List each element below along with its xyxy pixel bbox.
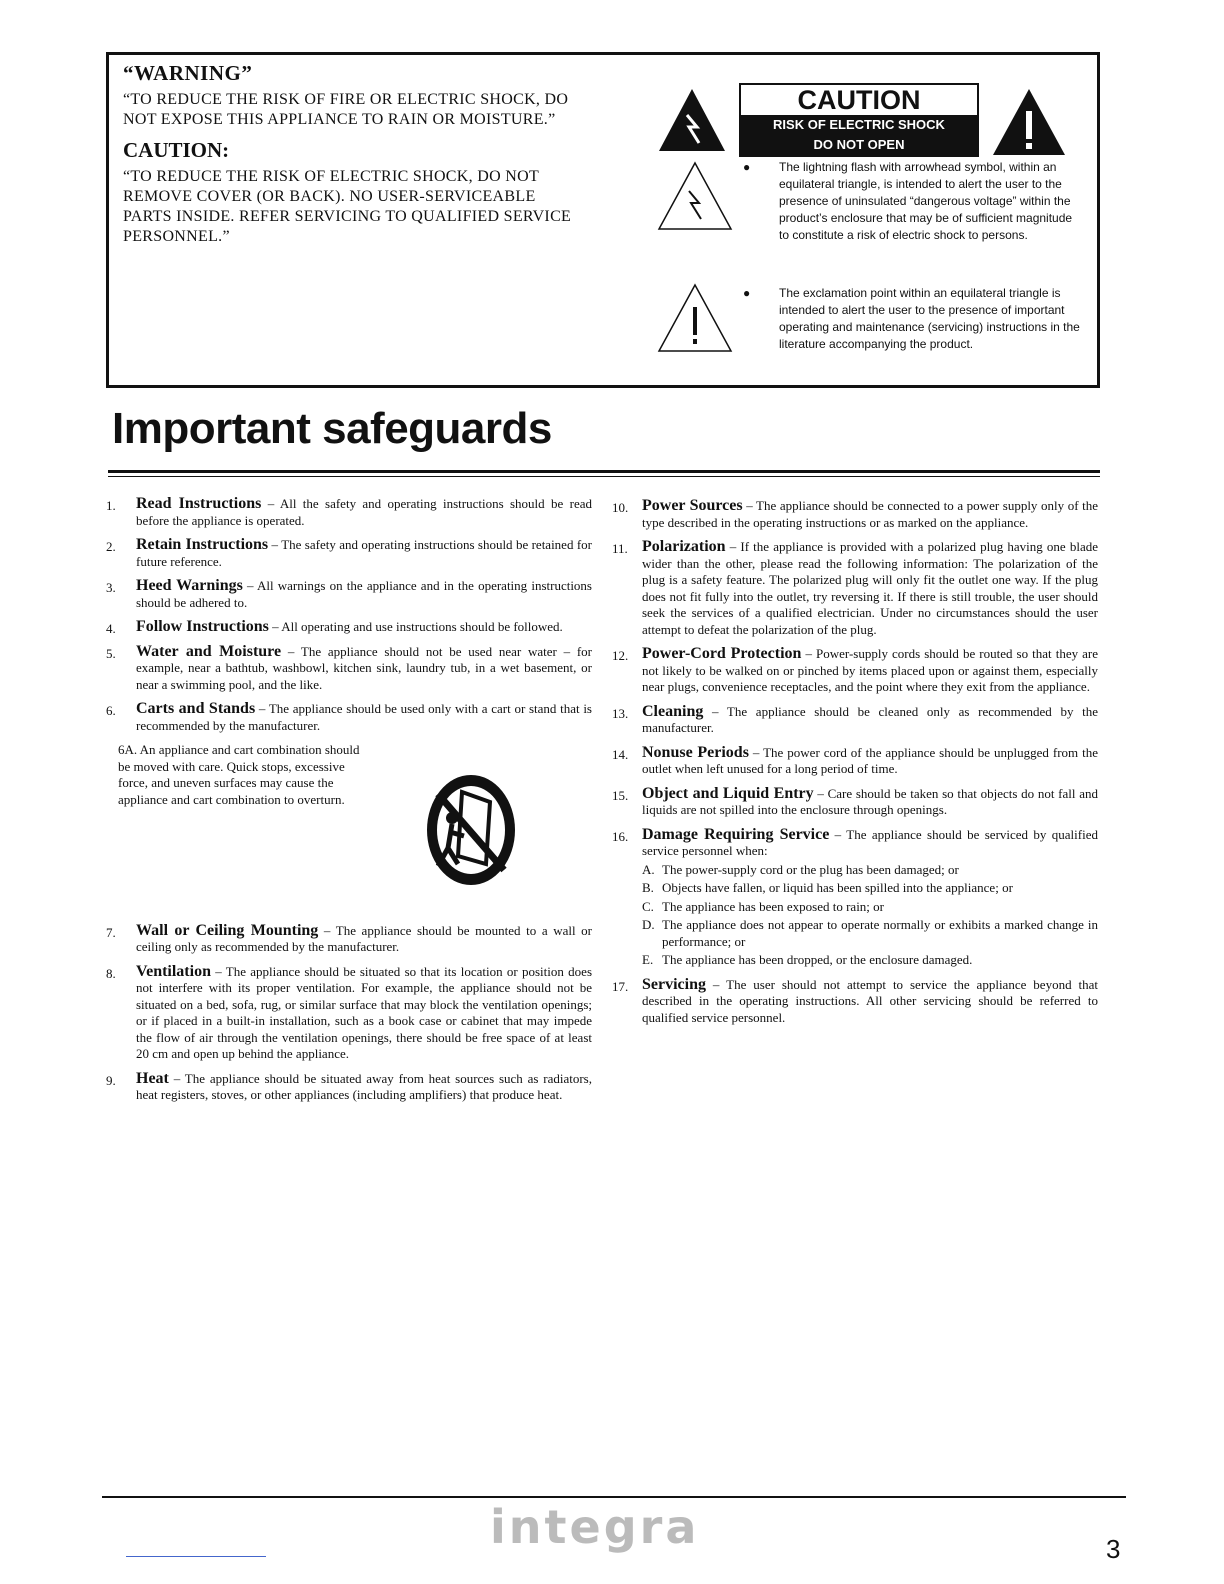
item-number: 16.	[612, 828, 629, 844]
item-title: Heat	[136, 1069, 169, 1087]
exclamation-triangle-filled-icon	[991, 87, 1067, 157]
safeguard-item	[612, 646, 1098, 696]
item-text: – The safety and operating instructions should be retained for future reference.	[136, 537, 592, 569]
item-title: Power-Cord Protection	[642, 645, 802, 662]
safeguard-item	[106, 923, 592, 956]
item-number: 15.	[612, 787, 629, 803]
exclamation-triangle-outline-icon	[657, 283, 733, 353]
safeguard-item	[106, 701, 592, 734]
warning-title: “WARNING”	[123, 61, 253, 85]
condition-letter: A.	[642, 861, 655, 877]
safeguard-item	[612, 827, 1098, 969]
item-text: – Power-supply cords should be routed so that they are not likely to be walked on or pinched by items placed upon or against them, especially near plugs, convenience receptacles, and the point where they exit from the appliance.	[642, 646, 1099, 694]
item-text: – All operating and use instructions should be followed.	[268, 619, 563, 634]
item-text: – All warnings on the appliance and in the operating instructions should be adhered to.	[136, 578, 592, 610]
safeguard-item	[106, 537, 592, 570]
damage-condition	[642, 952, 1098, 969]
safeguard-item	[106, 1071, 592, 1104]
item-title: Servicing	[642, 975, 706, 993]
caution-label	[739, 83, 979, 157]
condition-letter: D.	[642, 917, 655, 932]
item-number: 4.	[106, 621, 116, 636]
item-text: – The user should not attempt to service the appliance beyond that described in the operating instructions. All other servicing should be referred to qualified service personnel.	[642, 976, 1098, 1025]
item-text: – The appliance should be serviced by qualified service personnel when:	[642, 826, 1098, 858]
item-number: 8.	[106, 965, 116, 981]
safeguard-item	[106, 496, 592, 529]
exclamation-description: ● The exclamation point within an equilateral triangle is intended to alert the user to the presence of important operating and maintenance (servicing) instructions in the literature accompanying the product.	[743, 286, 1080, 351]
caution-heading: CAUTION:	[123, 138, 230, 162]
left-column	[106, 496, 592, 1112]
warning-text: “TO REDUCE THE RISK OF FIRE OR ELECTRIC SHOCK, DO NOT EXPOSE THIS APPLIANCE TO RAIN OR MOISTURE.”	[123, 91, 569, 128]
item-number: 17.	[612, 978, 629, 994]
item-number: 11.	[612, 541, 628, 556]
item-text: – If the appliance is provided with a polarized plug having one blade wider than the other, please read the following information: The polarization of the plug is a safety feature. The polarized plug will only fit the outlet one way. If the plug does not fit fully into the outlet, try reversing it. If there is still trouble, the user should seek the services of a qualified electrician. Under no circumstances should the user attempt to defeat the polarization of the plug.	[642, 539, 1098, 637]
safeguard-item	[612, 704, 1098, 737]
damage-condition	[642, 899, 1098, 916]
damage-condition	[642, 862, 1098, 879]
integra-logo: integra	[490, 1500, 700, 1554]
item-number: 2.	[106, 539, 116, 554]
item-number: 13.	[612, 705, 629, 721]
cart-tip-over-warning-icon	[424, 772, 518, 888]
item-title: Water and Moisture	[136, 642, 282, 660]
lightning-triangle-filled-icon	[657, 87, 727, 153]
item-6a: 6A. An appliance and cart combination should be moved with care. Quick stops, excessive force, and uneven surfaces may cause the appliance and cart combination to overturn.	[118, 742, 360, 807]
item-title: Retain Instructions	[136, 536, 269, 553]
item-title: Read Instructions	[136, 495, 262, 512]
item-text: – The power cord of the appliance should be unplugged from the outlet when left unused for a long period of time.	[642, 744, 1098, 776]
item-title: Cleaning	[642, 702, 704, 720]
item-title: Nonuse Periods	[642, 743, 749, 761]
condition-letter: E.	[642, 952, 654, 967]
item-title: Ventilation	[136, 962, 211, 980]
item-title: Heed Warnings	[136, 577, 243, 594]
item-number: 7.	[106, 924, 116, 940]
item-text: – Care should be taken so that objects do not fall and liquids are not spilled into the enclosure through openings.	[642, 785, 1098, 817]
bottom-line	[126, 1556, 266, 1557]
title-rule-thin	[108, 476, 1100, 477]
item-text: – The appliance should be used only with a cart or stand that is recommended by the manufacturer.	[136, 701, 592, 733]
condition-text: Objects have fallen, or liquid has been spilled into the appliance; or	[662, 880, 1013, 895]
safeguard-item	[612, 745, 1098, 778]
item-number: 9.	[106, 1072, 116, 1088]
item-text: – All the safety and operating instructions should be read before the appliance is operated.	[136, 496, 593, 528]
damage-condition	[642, 880, 1098, 897]
safeguard-item	[612, 539, 1098, 638]
item-title: Follow Instructions	[136, 618, 269, 635]
condition-text: The appliance has been dropped, or the enclosure damaged.	[662, 952, 973, 967]
safeguard-item	[612, 977, 1098, 1027]
caution-label-title: CAUTION	[741, 85, 977, 115]
item-title: Damage Requiring Service	[642, 825, 830, 843]
item-number: 10.	[612, 500, 629, 515]
title-rule	[108, 470, 1100, 473]
condition-text: The power-supply cord or the plug has been damaged; or	[662, 861, 959, 877]
lightning-description: ● The lightning flash with arrowhead symbol, within an equilateral triangle, is intended to alert the user to the presence of uninsulated “dangerous voltage” within the product’s enclosure that may be of sufficient magnitude to constitute a risk of electric shock to persons.	[743, 160, 1073, 242]
damage-condition	[642, 917, 1098, 950]
symbol-panel	[657, 65, 1089, 385]
item-number: 3.	[106, 580, 116, 595]
page-title: Important safeguards	[112, 404, 552, 453]
item-text: – The appliance should be situated away from heat sources such as radiators, heat registers, stoves, or other appliances (including amplifiers) that produce heat.	[136, 1070, 592, 1102]
item-number: 14.	[612, 746, 629, 762]
right-column	[612, 498, 1098, 1034]
item-text: – The appliance should be connected to a power supply only of the type described in the operating instructions or as marked on the appliance.	[642, 498, 1099, 530]
item-title: Wall or Ceiling Mounting	[136, 921, 319, 939]
item-number: 1.	[106, 498, 116, 513]
damage-conditions-list	[642, 862, 1098, 969]
safeguard-item	[106, 644, 592, 694]
item-number: 5.	[106, 645, 116, 661]
caution-text: “TO REDUCE THE RISK OF ELECTRIC SHOCK, DO NOT REMOVE COVER (OR BACK). NO USER-SERVICEABLE PARTS INSIDE. REFER SERVICING TO QUALIFIED SERVICE PERSONNEL.”	[123, 168, 572, 245]
safeguard-item	[106, 964, 592, 1063]
lightning-triangle-outline-icon	[657, 161, 733, 231]
item-title: Power Sources	[642, 497, 743, 514]
condition-letter: B.	[642, 880, 654, 895]
warning-box	[106, 52, 1100, 388]
page-number: 3	[1106, 1534, 1121, 1564]
item-text: – The appliance should not be used near water – for example, near a bathtub, washbowl, kitchen sink, laundry tub, in a wet basement, or near a swimming pool, and the like.	[136, 643, 592, 692]
safeguard-item	[106, 578, 592, 611]
item-number: 12.	[612, 648, 629, 663]
warning-text-block	[123, 61, 579, 255]
item-title: Carts and Stands	[136, 700, 256, 717]
condition-text: The appliance does not appear to operate normally or exhibits a marked change in performance; or	[662, 917, 1098, 949]
item-title: Polarization	[642, 538, 726, 555]
condition-text: The appliance has been exposed to rain; or	[662, 898, 884, 914]
safeguard-item	[612, 498, 1098, 531]
bullet-icon: ●	[743, 286, 751, 300]
caution-label-line1: RISK OF ELECTRIC SHOCK	[741, 115, 977, 135]
item-text: – The appliance should be mounted to a wall or ceiling only as recommended by the manufacturer.	[136, 922, 593, 954]
safeguard-item	[612, 786, 1098, 819]
item-text: – The appliance should be cleaned only as recommended by the manufacturer.	[642, 703, 1098, 735]
caution-label-line2: DO NOT OPEN	[741, 135, 977, 155]
footer-rule	[102, 1496, 1126, 1498]
safeguard-item	[106, 619, 592, 636]
item-title: Object and Liquid Entry	[642, 784, 814, 802]
item-text: – The appliance should be situated so that its location or position does not interfere with its proper ventilation. For example, the appliance should not be situated on a bed, sofa, rug, or similar surface that may block the ventilation openings; or if placed in a built-in installation, such as a book case or cabinet that may impede the flow of air through the ventilation openings, there should be free space of at least 20 cm and open up behind the appliance.	[136, 963, 592, 1061]
bullet-icon: ●	[743, 160, 751, 174]
condition-letter: C.	[642, 898, 654, 914]
item-number: 6.	[106, 703, 116, 718]
